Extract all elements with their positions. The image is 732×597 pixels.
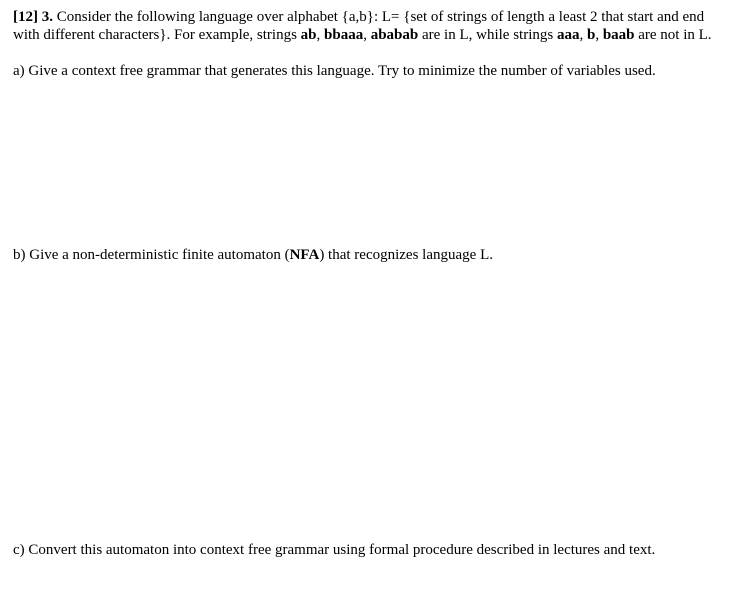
example-out-1: aaa [556,27,580,43]
separator: , [579,27,587,43]
separator: , [363,27,371,43]
question-intro [13,8,718,44]
part-b-prompt [13,246,718,264]
example-in-1: ab [300,27,317,43]
question-text-mid: are in L, while strings [418,27,557,43]
part-b-text-pre: b) Give a non-deterministic finite automaton ( [13,247,290,263]
part-a-prompt: a) Give a context free grammar that generates this language. Try to minimize the number of variables used. [13,63,656,79]
example-out-2: b [586,27,596,43]
part-c-prompt: c) Convert this automaton into context free grammar using formal procedure described in lectures and text. [13,542,656,558]
separator: , [595,27,603,43]
question-text: Consider the following language over alphabet {a,b}: L= {set of strings of length a least 2 that start and end with different characters}. For example, strings [13,9,705,43]
separator: , [316,27,325,43]
example-in-2: bbaaa [324,27,364,43]
part-b-text-post: ) that recognizes language L. [319,247,493,263]
example-out-3: baab [602,27,635,43]
question-points: [12] [13,9,38,25]
question-text-tail: are not in L. [634,27,712,43]
question-number: 3. [41,9,53,25]
part-b-nfa: NFA [289,247,320,263]
example-in-3: ababab [370,27,419,43]
